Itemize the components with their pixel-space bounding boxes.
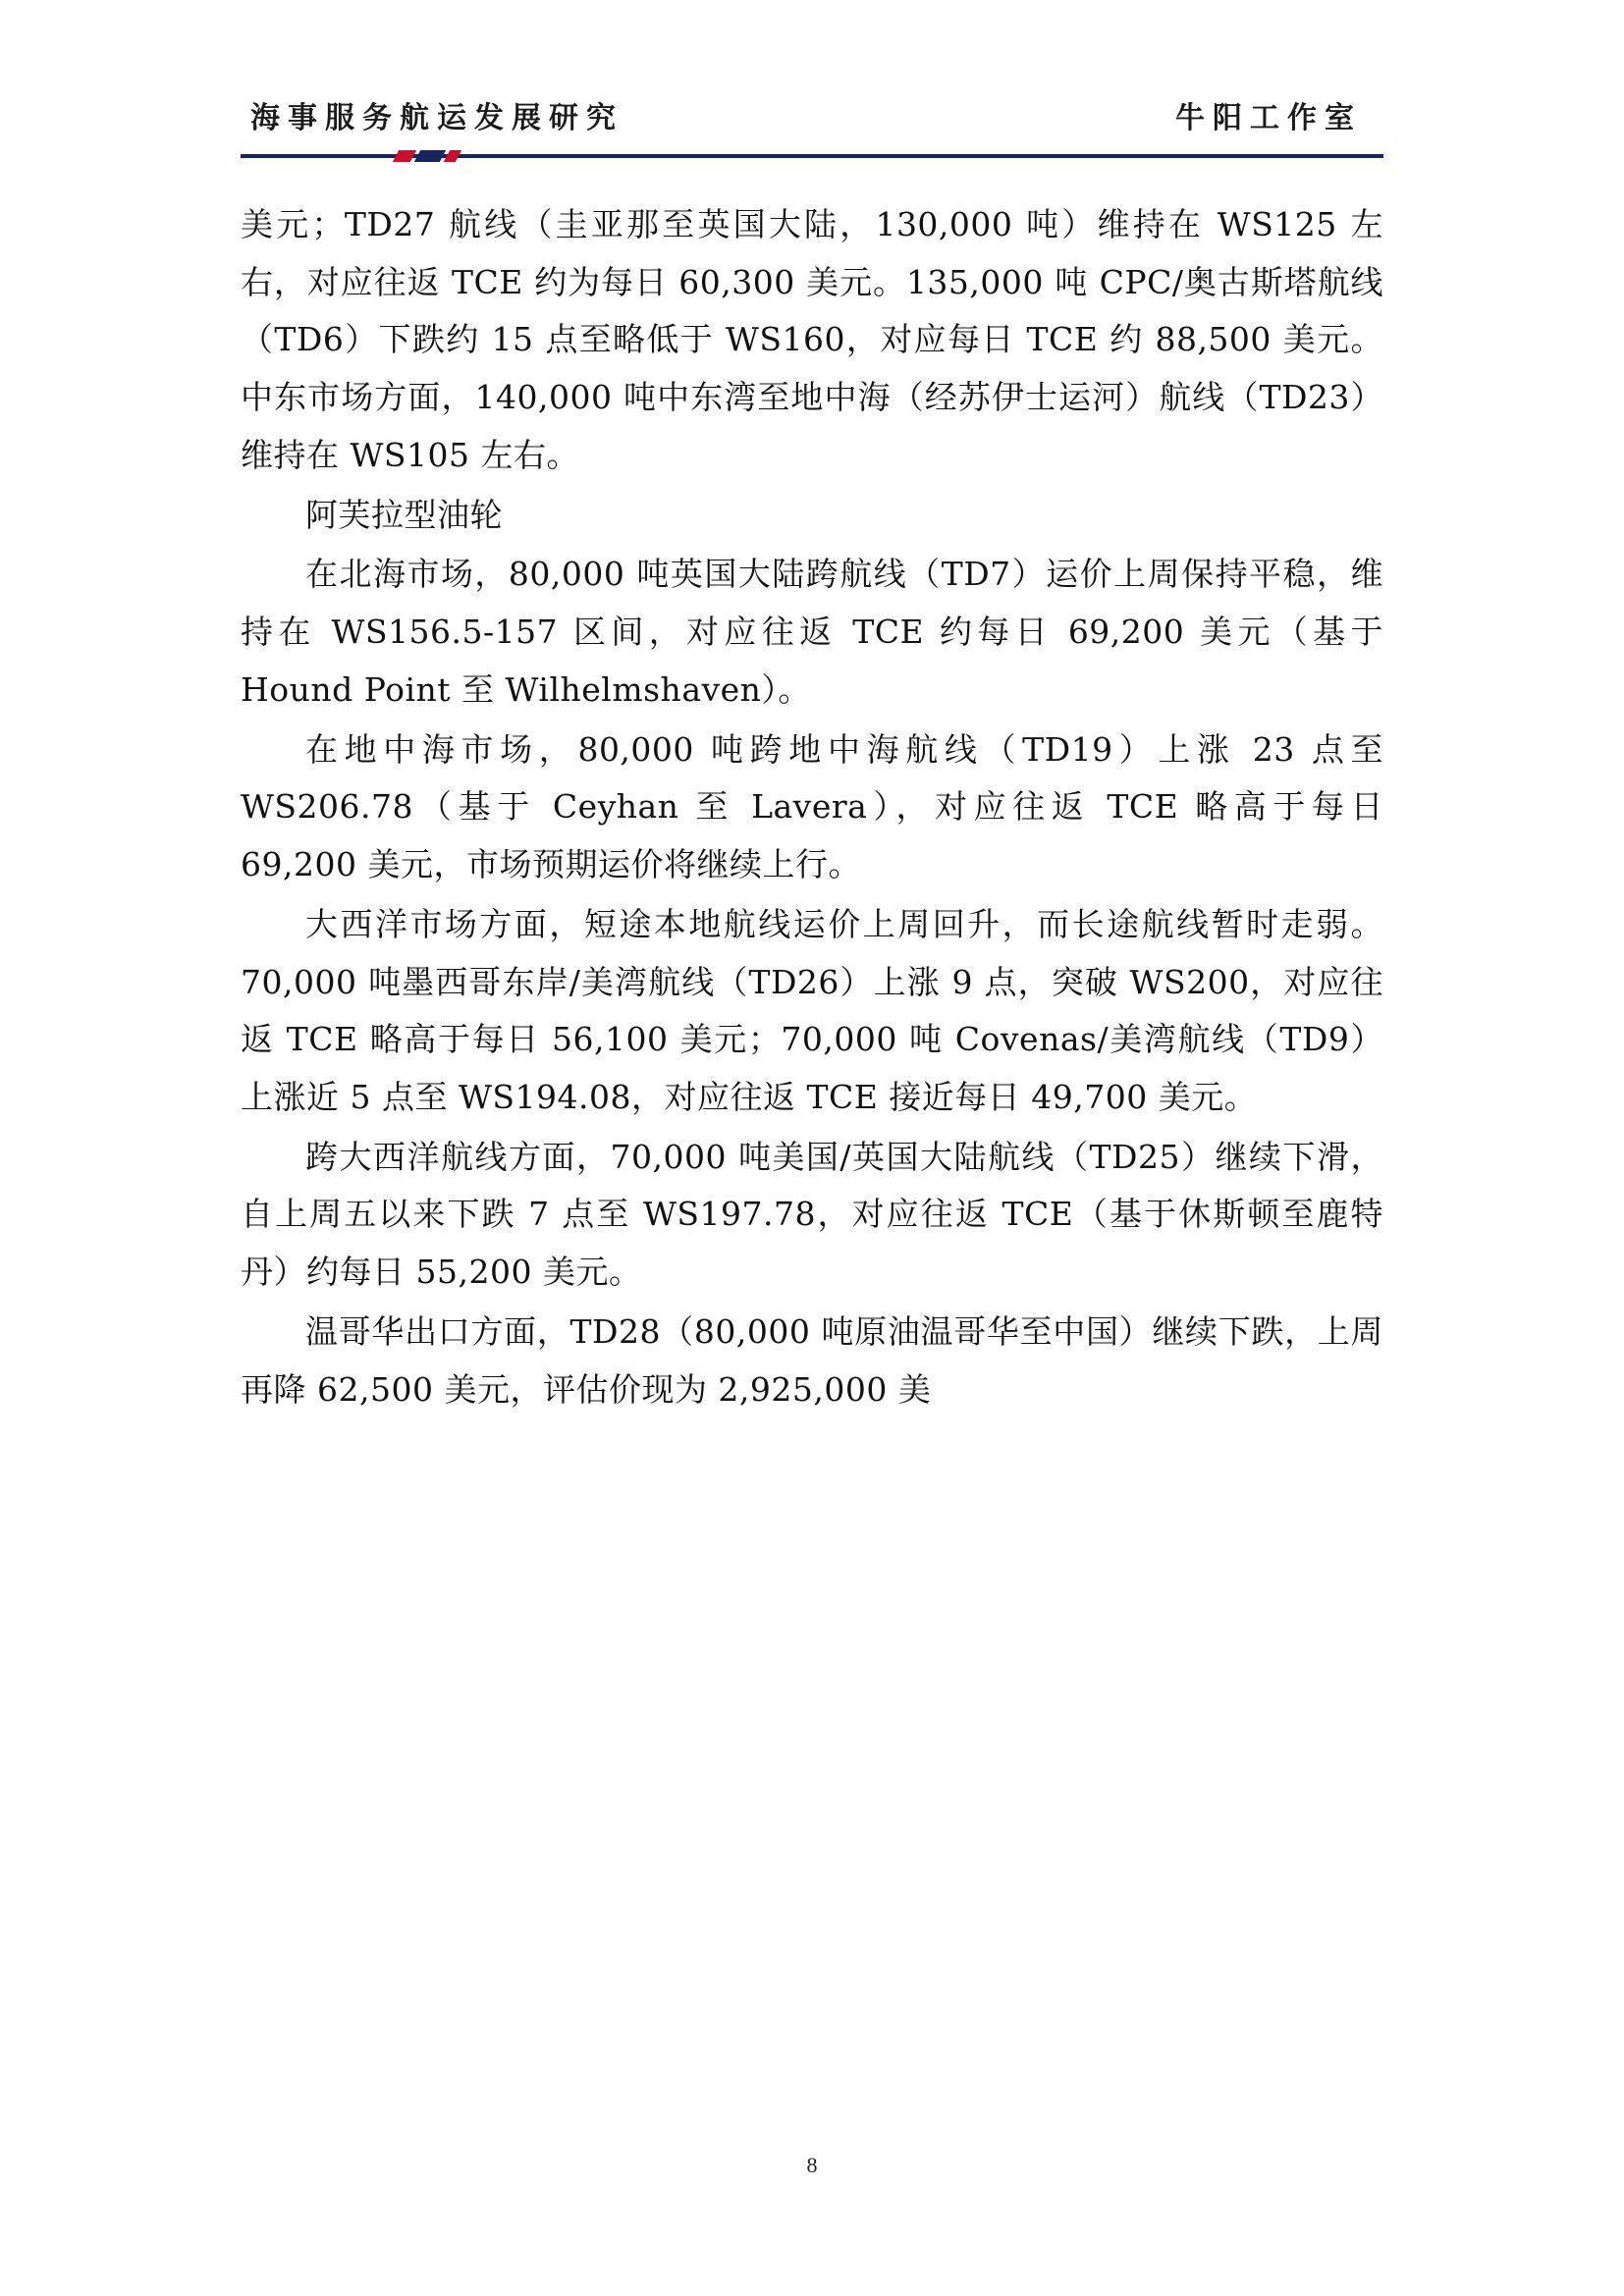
paragraph-1: 美元；TD27 航线（圭亚那至英国大陆，130,000 吨）维持在 WS125 左右，对应往返 TCE 约为每日 60,300 美元。135,000 吨 CPC/奥古斯塔航线（TD6）下跌约 15 点至略低于 WS160，对应每日 TCE 约 88,500 美元。中东市场方面，140,000 吨中东湾至地中海（经苏伊士运河）航线（TD23）维持在 WS105 左右。 [241,205,1383,474]
paragraph-6: 跨大西洋航线方面，70,000 吨美国/英国大陆航线（TD25）继续下滑，自上周五以来下跌 7 点至 WS197.78，对应往返 TCE（基于休斯顿至鹿特丹）约每日 55,200 美元。 [241,1137,1383,1292]
page-number: 8 [806,2153,818,2177]
header-accent-red-left [393,150,416,162]
paragraph-4: 在地中海市场，80,000 吨跨地中海航线（TD19）上涨 23 点至 WS206.78（基于 Ceyhan 至 Lavera），对应往返 TCE 略高于每日 69,200 美元，市场预期运价将继续上行。 [241,729,1383,884]
header-titles-row [241,93,1383,136]
header-divider [241,150,1383,158]
page-body [241,196,1383,1420]
page-footer [0,2153,1624,2178]
header-right-title: 牛阳工作室 [1175,101,1362,135]
paragraph-7: 温哥华出口方面，TD28（80,000 吨原油温哥华至中国）继续下跌，上周再降 62,500 美元，评估价现为 2,925,000 美 [241,1311,1383,1409]
paragraph-subheading-aframax: 阿芙拉型油轮 [305,495,503,534]
page-header [241,93,1383,162]
header-left-title: 海事服务航运发展研究 [250,101,623,135]
paragraph-5: 大西洋市场方面，短途本地航线运价上周回升，而长途航线暂时走弱。70,000 吨墨西哥东岸/美湾航线（TD26）上涨 9 点，突破 WS200，对应往返 TCE 略高于每日 56,100 美元；70,000 吨 Covenas/美湾航线（TD9）上涨近 5 点至 WS194.08，对应往返 TCE 接近每日 49,700 美元。 [241,904,1383,1117]
paragraph-3: 在北海市场，80,000 吨英国大陆跨航线（TD7）运价上周保持平稳，维持在 WS156.5-157 区间，对应往返 TCE 约每日 69,200 美元（基于 Hound Point 至 Wilhelmshaven）。 [241,555,1383,709]
header-accent-navy [414,150,446,162]
